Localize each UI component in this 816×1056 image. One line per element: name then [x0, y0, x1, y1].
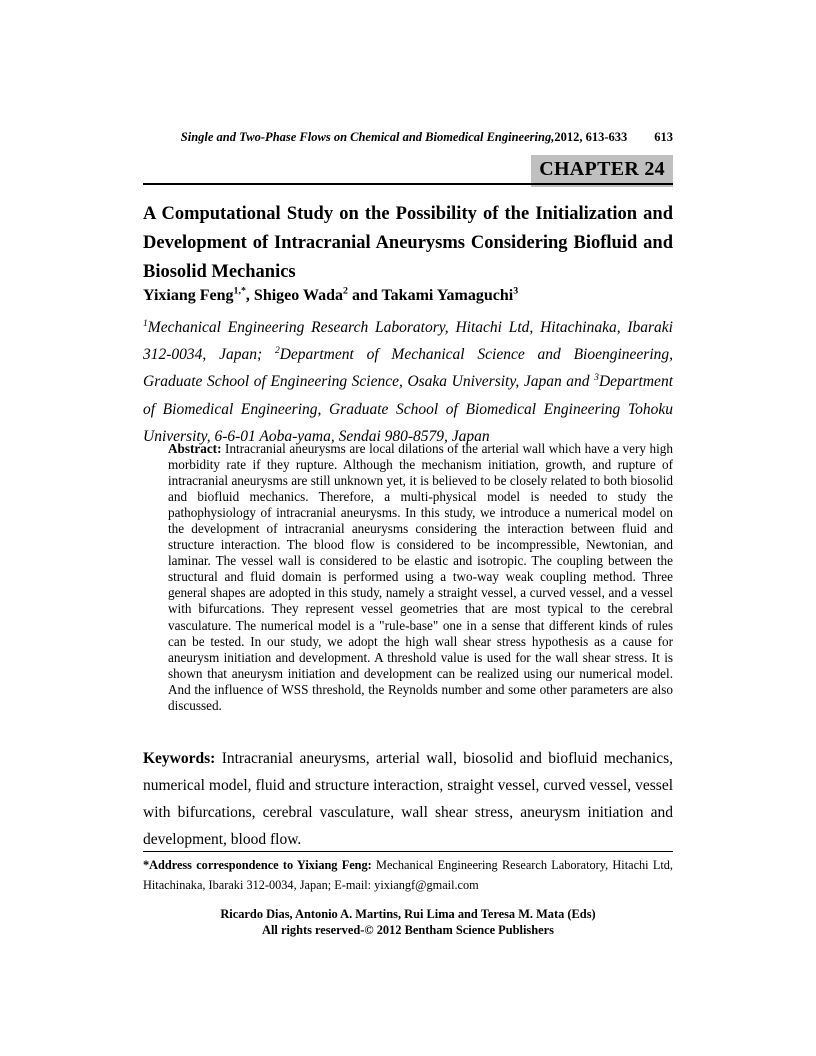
keywords-text: Intracranial aneurysms, arterial wall, biosolid and biofluid mechanics, numerical model, fluid and structure interaction, straight vessel, curved vessel, vessel with bifurcations, cerebral vasculature, wall shear stress, aneurysm initiation and development, blood flow. — [143, 750, 673, 848]
keywords-label: Keywords: — [143, 750, 216, 767]
footnote-text: Mechanical Engineering Research Laboratory, Hitachi Ltd, Hitachinaka, Ibaraki 312-0034, Japan; E-mail: yixiangf@gmail.com — [143, 858, 673, 892]
page-number: 613 — [654, 130, 673, 144]
journal-title: Single and Two-Phase Flows on Chemical and Biomedical Engineering, — [180, 130, 555, 144]
affiliation-text: Department of Mechanical Science and Bioengineering, Graduate School of Engineering Science, Osaka University, Japan and — [143, 346, 673, 391]
affiliation-superscript: 1 — [143, 317, 148, 329]
running-header — [143, 130, 673, 145]
affiliation-text: Department of Biomedical Engineering, Graduate School of Biomedical Engineering Tohoku University, 6-6-01 Aoba-yama, Sendai 980-8579, Japan — [143, 373, 673, 445]
author-superscript: 1,* — [233, 285, 246, 297]
author-name: Takami Yamaguchi — [381, 287, 514, 304]
footnote-label: *Address correspondence to Yixiang Feng: — [143, 858, 372, 872]
author-separator: and — [347, 287, 382, 304]
author-superscript: 3 — [513, 285, 519, 297]
header-rule — [143, 183, 673, 185]
chapter-badge: CHAPTER 24 — [531, 155, 673, 187]
affiliations — [143, 314, 673, 450]
correspondence-footnote — [143, 856, 673, 895]
keywords-paragraph — [143, 745, 673, 853]
affiliation-superscript: 3 — [594, 372, 599, 384]
publisher-credit — [143, 907, 673, 938]
affiliation-superscript: 2 — [274, 345, 280, 357]
footnote-rule — [143, 851, 673, 852]
abstract-text: Intracranial aneurysms are local dilations of the arterial wall which have a very high morbidity rate if they rupture. Although the mechanism initiation, growth, and rupture of intracranial aneurysms are still unknown yet, it is believed to be closely related to both biosolid and biofluid mechanics. Therefore, a multi-physical model is needed to study the pathophysiology of intracranial aneurysms. In this study, we introduce a numerical model on the development of intracranial aneurysms considering the interaction between fluid and structure interaction. The blood flow is considered to be incompressible, Newtonian, and laminar. The vessel wall is considered to be elastic and isotropic. The coupling between the structural and fluid domain is performed using a two-way weak coupling method. Three general shapes are adopted in this study, namely a straight vessel, a curved vessel, and a vessel with bifurcations. They represent vessel geometries that are most typical to the cerebral vasculature. The numerical model is a "rule-base" one in a sense that different kinds of rules can be tested. In our study, we adopt the high wall shear stress hypothesis as a cause for aneurysm initiation and development. A threshold value is used for the wall shear stress. It is shown that aneurysm initiation and development can be realized using our numerical model. And the influence of WSS threshold, the Reynolds number and some other parameters are also discussed. — [168, 441, 673, 713]
author-separator: , — [245, 287, 254, 304]
abstract-paragraph — [168, 441, 673, 714]
author-name: Shigeo Wada — [253, 287, 343, 304]
journal-issue: 2012, 613-633 — [554, 130, 628, 144]
authors-line — [143, 284, 673, 308]
editors-line: Ricardo Dias, Antonio A. Martins, Rui Lima and Teresa M. Mata (Eds) — [220, 907, 596, 921]
author-superscript: 2 — [343, 285, 348, 297]
affiliation-text: Mechanical Engineering Research Laboratory, Hitachi Ltd, Hitachinaka, Ibaraki 312-0034, Japan; — [143, 319, 673, 364]
abstract-label: Abstract: — [168, 441, 222, 456]
author-name: Yixiang Feng — [143, 287, 234, 304]
rights-line: All rights reserved-© 2012 Bentham Science Publishers — [262, 922, 554, 937]
paper-title: A Computational Study on the Possibility of the Initialization and Development of Intracranial Aneurysms Considering Biofluid and Biosolid Mechanics — [143, 204, 673, 282]
